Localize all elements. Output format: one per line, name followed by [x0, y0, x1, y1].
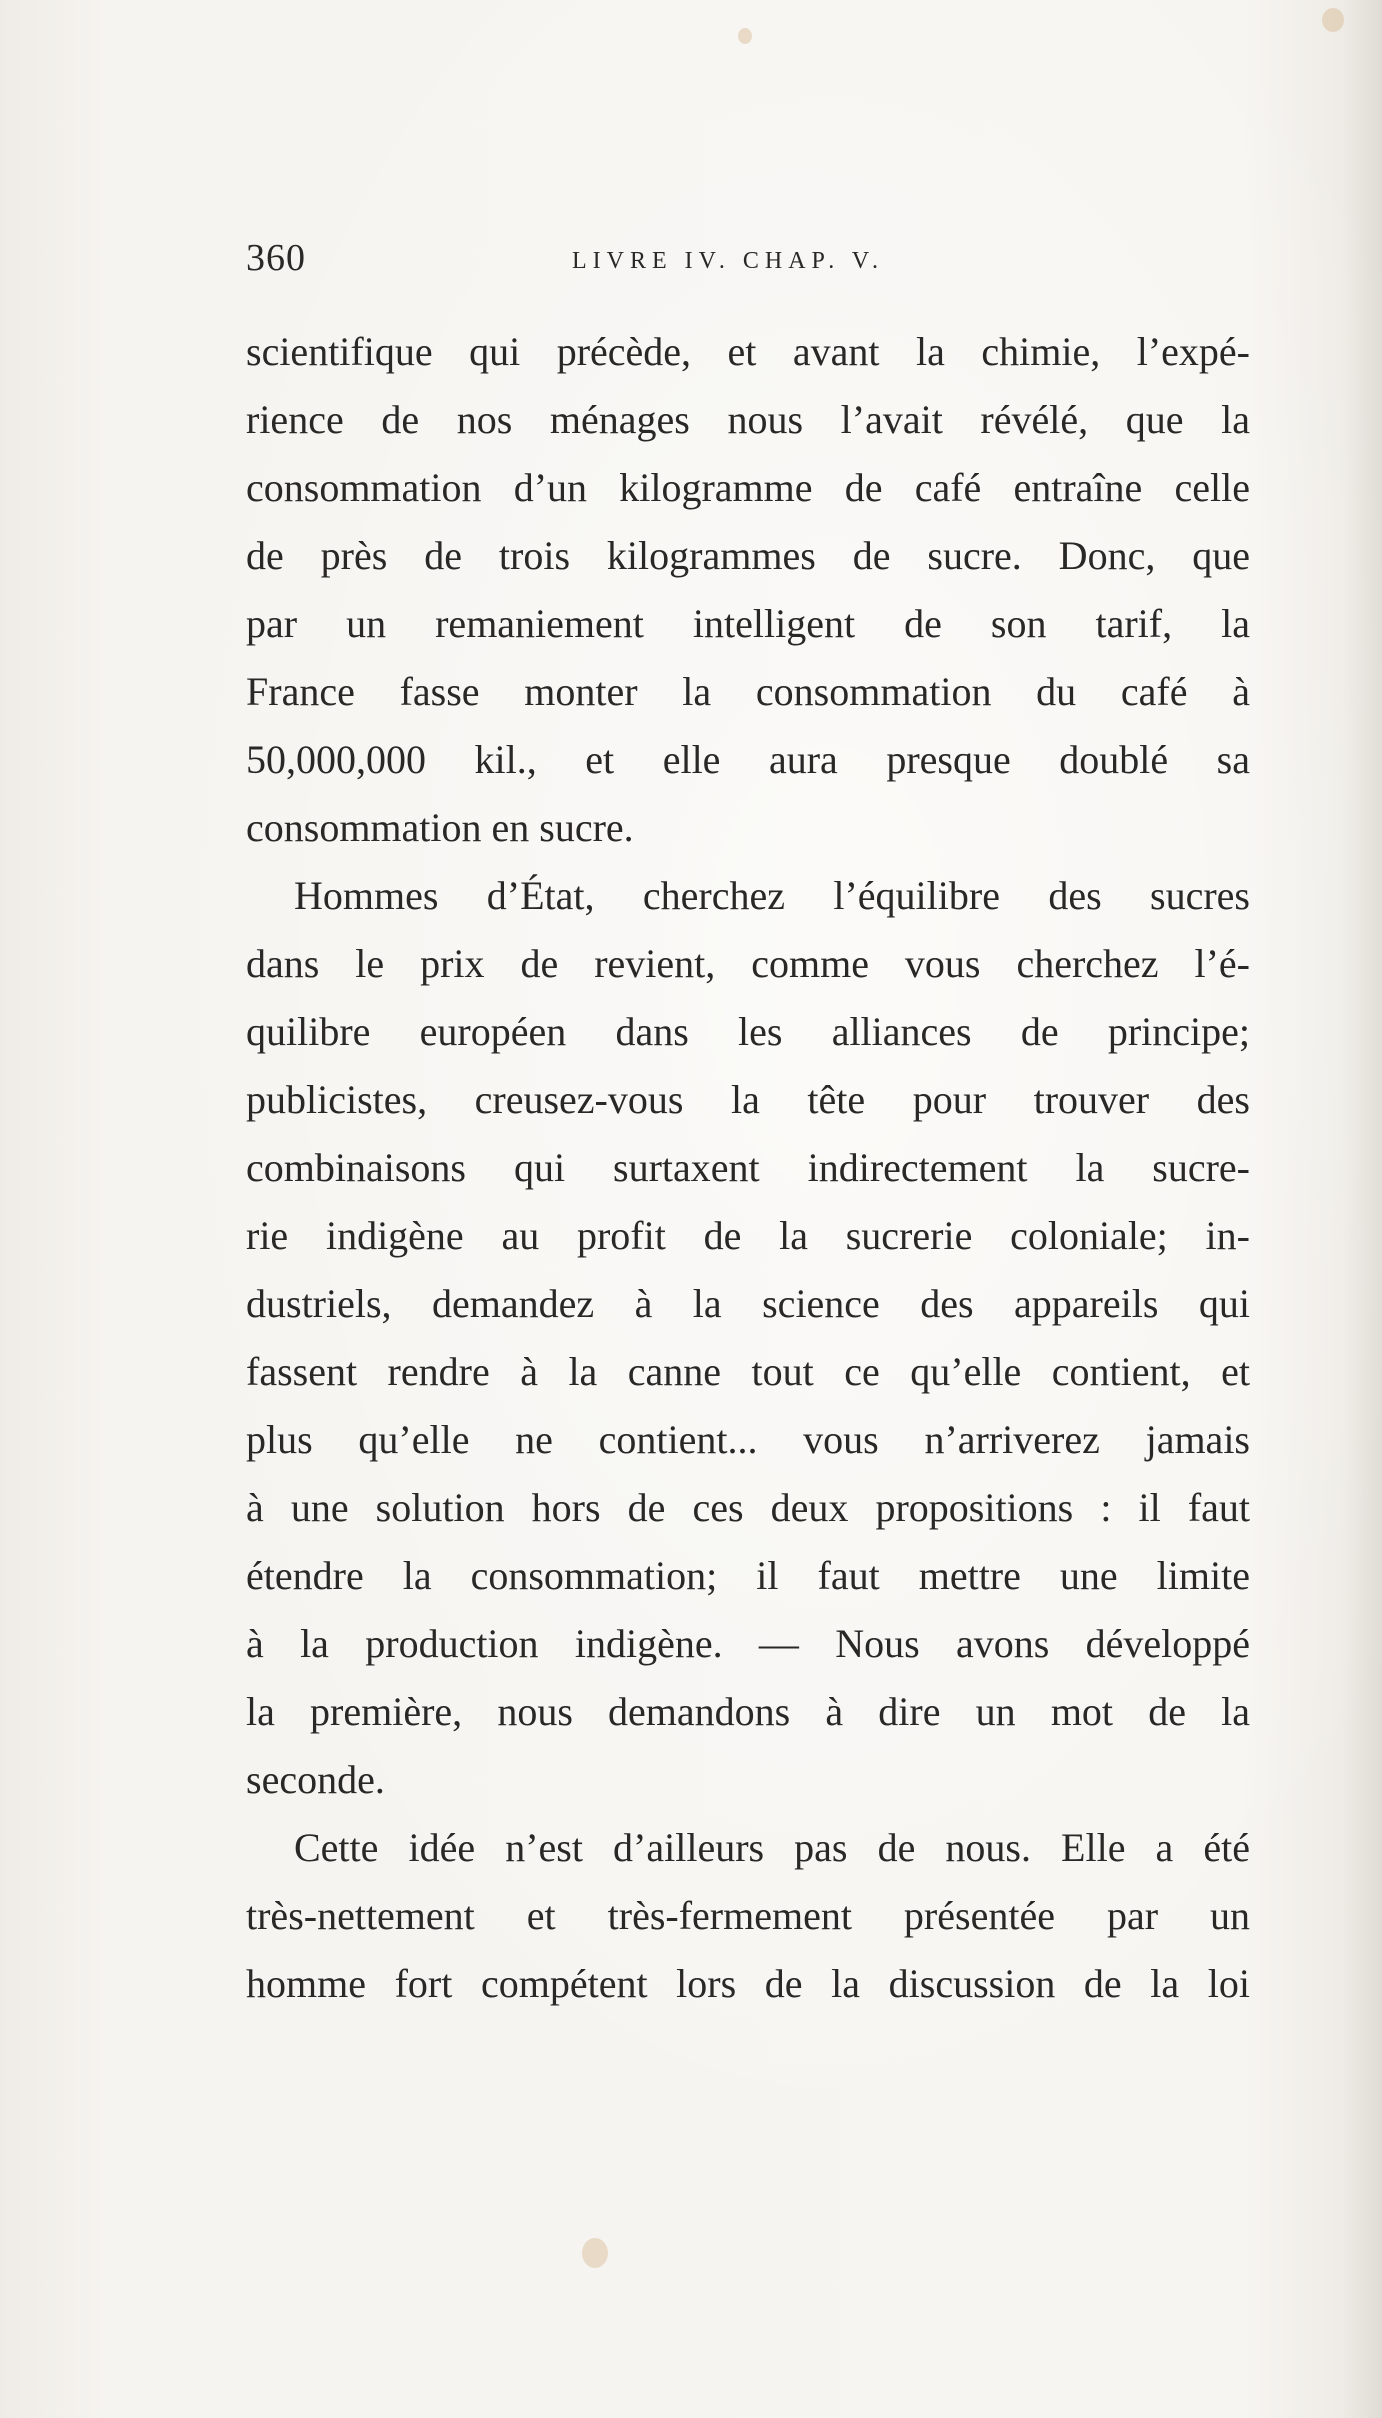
text-line: par un remaniement intelligent de son tarif, la — [246, 601, 1250, 646]
text-line: seconde. — [246, 1757, 385, 1802]
text-line: plus qu’elle ne contient... vous n’arriverez jamais — [246, 1417, 1250, 1462]
foxing-spot — [1322, 8, 1344, 32]
text-line: homme fort compétent lors de la discussion de la loi — [246, 1961, 1250, 2006]
foxing-spot — [738, 28, 752, 44]
text-line: publicistes, creusez-vous la tête pour trouver des — [246, 1077, 1250, 1122]
text-line: combinaisons qui surtaxent indirectement la sucre- — [246, 1145, 1250, 1190]
text-line: consommation en sucre. — [246, 805, 634, 850]
text-line: de près de trois kilogrammes de sucre. Donc, que — [246, 533, 1250, 578]
text-line: à la production indigène. — Nous avons développé — [246, 1621, 1250, 1666]
text-line: la première, nous demandons à dire un mot de la — [246, 1689, 1250, 1734]
foxing-spot — [582, 2238, 608, 2268]
text-line: quilibre européen dans les alliances de principe; — [246, 1009, 1250, 1054]
text-line: rience de nos ménages nous l’avait révélé, que la — [246, 397, 1250, 442]
page-edge-shadow — [1342, 0, 1382, 2418]
text-line: Hommes d’État, cherchez l’équilibre des sucres — [294, 873, 1250, 918]
text-line: étendre la consommation; il faut mettre une limite — [246, 1553, 1250, 1598]
text-line: fassent rendre à la canne tout ce qu’elle contient, et — [246, 1349, 1250, 1394]
running-head: LIVRE IV. CHAP. V. — [572, 248, 885, 274]
text-line: 50,000,000 kil., et elle aura presque doublé sa — [246, 737, 1250, 782]
text-line: à une solution hors de ces deux propositions : il faut — [246, 1485, 1250, 1530]
text-line: consommation d’un kilogramme de café entraîne celle — [246, 465, 1250, 510]
page-header — [246, 236, 1256, 296]
text-line: dans le prix de revient, comme vous cherchez l’é- — [246, 941, 1250, 986]
text-line: dustriels, demandez à la science des appareils qui — [246, 1281, 1250, 1326]
body-text — [246, 318, 1250, 2018]
text-line: Cette idée n’est d’ailleurs pas de nous. Elle a été — [294, 1825, 1250, 1870]
text-line: très-nettement et très-fermement présentée par un — [246, 1893, 1250, 1938]
text-line: rie indigène au profit de la sucrerie coloniale; in- — [246, 1213, 1250, 1258]
text-line: scientifique qui précède, et avant la chimie, l’expé- — [246, 329, 1250, 374]
page-number: 360 — [246, 237, 306, 279]
text-line: France fasse monter la consommation du café à — [246, 669, 1250, 714]
